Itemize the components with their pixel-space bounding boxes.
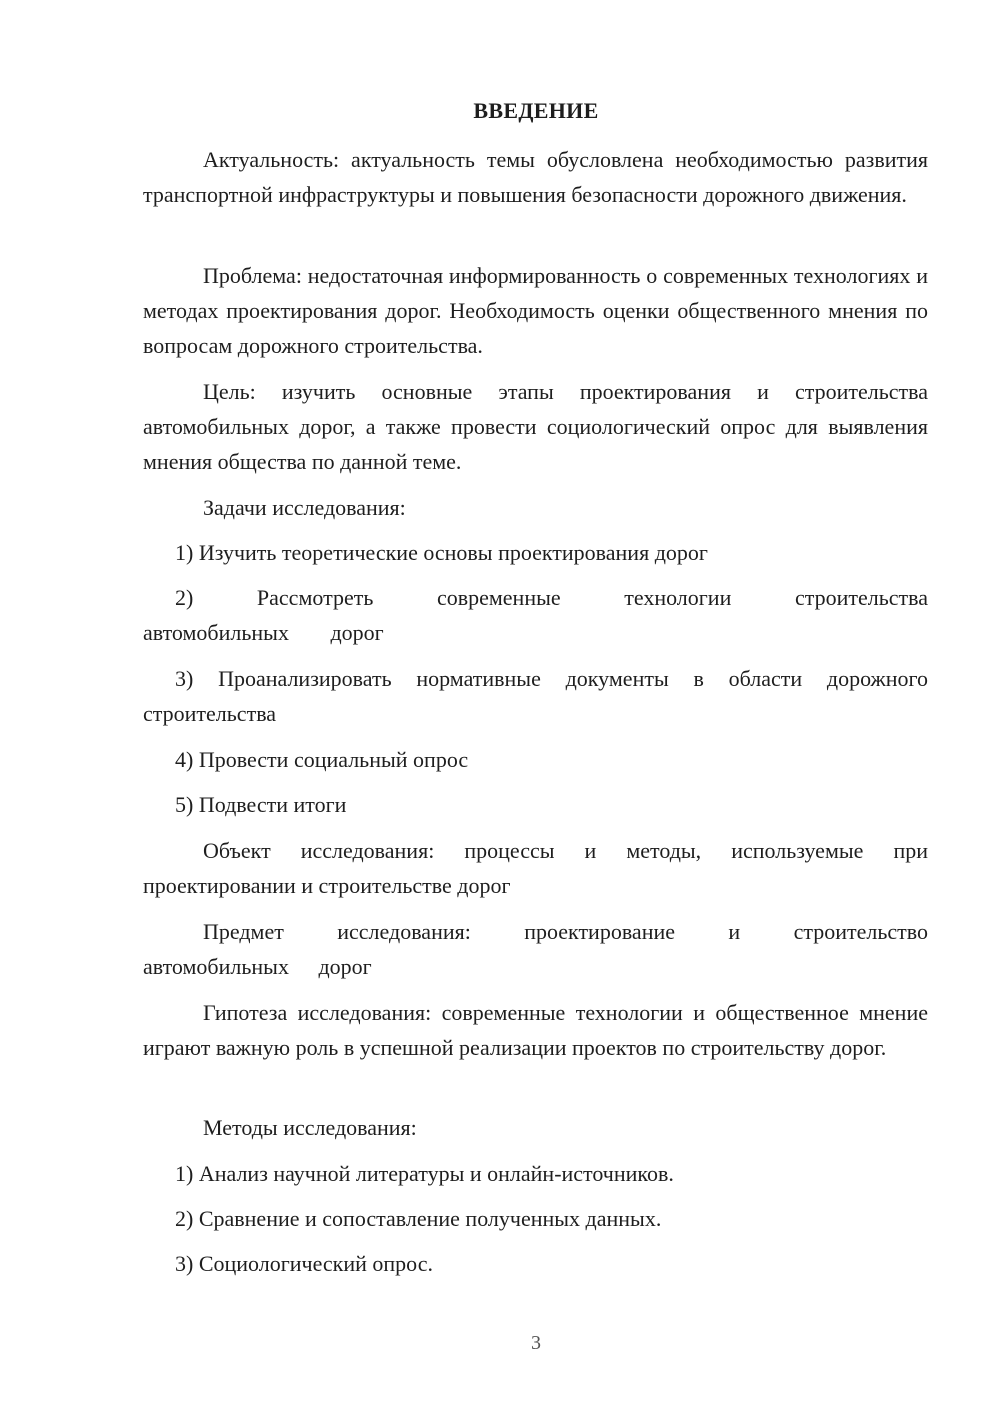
hypothesis-paragraph: Гипотеза исследования: современные технологии и общественное мнение играют важную роль в успешной реализации проектов по строительству дорог. xyxy=(143,1000,928,1060)
list-item: 1) Анализ научной литературы и онлайн-источников. xyxy=(175,1161,674,1186)
methods-label: Методы исследования: xyxy=(203,1115,417,1140)
list-item: 2) Рассмотреть современные технологии строительства автомобильных дорог xyxy=(143,585,928,645)
page-title: ВВЕДЕНИЕ xyxy=(473,98,599,123)
page-number: 3 xyxy=(531,1332,541,1354)
subject-paragraph: Предмет исследования: проектирование и строительство автомобильных дорог xyxy=(143,919,928,979)
problem-paragraph: Проблема: недостаточная информированность о современных технологиях и методах проектирования дорог. Необходимость оценки общественного мнения по вопросам дорожного строительства. xyxy=(143,263,928,358)
list-item: 2) Сравнение и сопоставление полученных данных. xyxy=(175,1206,662,1231)
goal-paragraph: Цель: изучить основные этапы проектирования и строительства автомобильных дорог, а также провести социологический опрос для выявления мнения общества по данной теме. xyxy=(143,379,928,474)
list-item: 3) Социологический опрос. xyxy=(175,1251,433,1276)
relevance-paragraph: Актуальность: актуальность темы обусловлена необходимостью развития транспортной инфраструктуры и повышения безопасности дорожного движения. xyxy=(143,147,928,207)
object-paragraph: Объект исследования: процессы и методы, используемые при проектировании и строительстве дорог xyxy=(143,838,928,898)
list-item: 5) Подвести итоги xyxy=(175,792,347,817)
list-item: 1) Изучить теоретические основы проектирования дорог xyxy=(175,540,708,565)
list-item: 3) Проанализировать нормативные документы в области дорожного строительства xyxy=(143,666,928,726)
tasks-label: Задачи исследования: xyxy=(203,495,406,520)
list-item: 4) Провести социальный опрос xyxy=(175,747,469,772)
